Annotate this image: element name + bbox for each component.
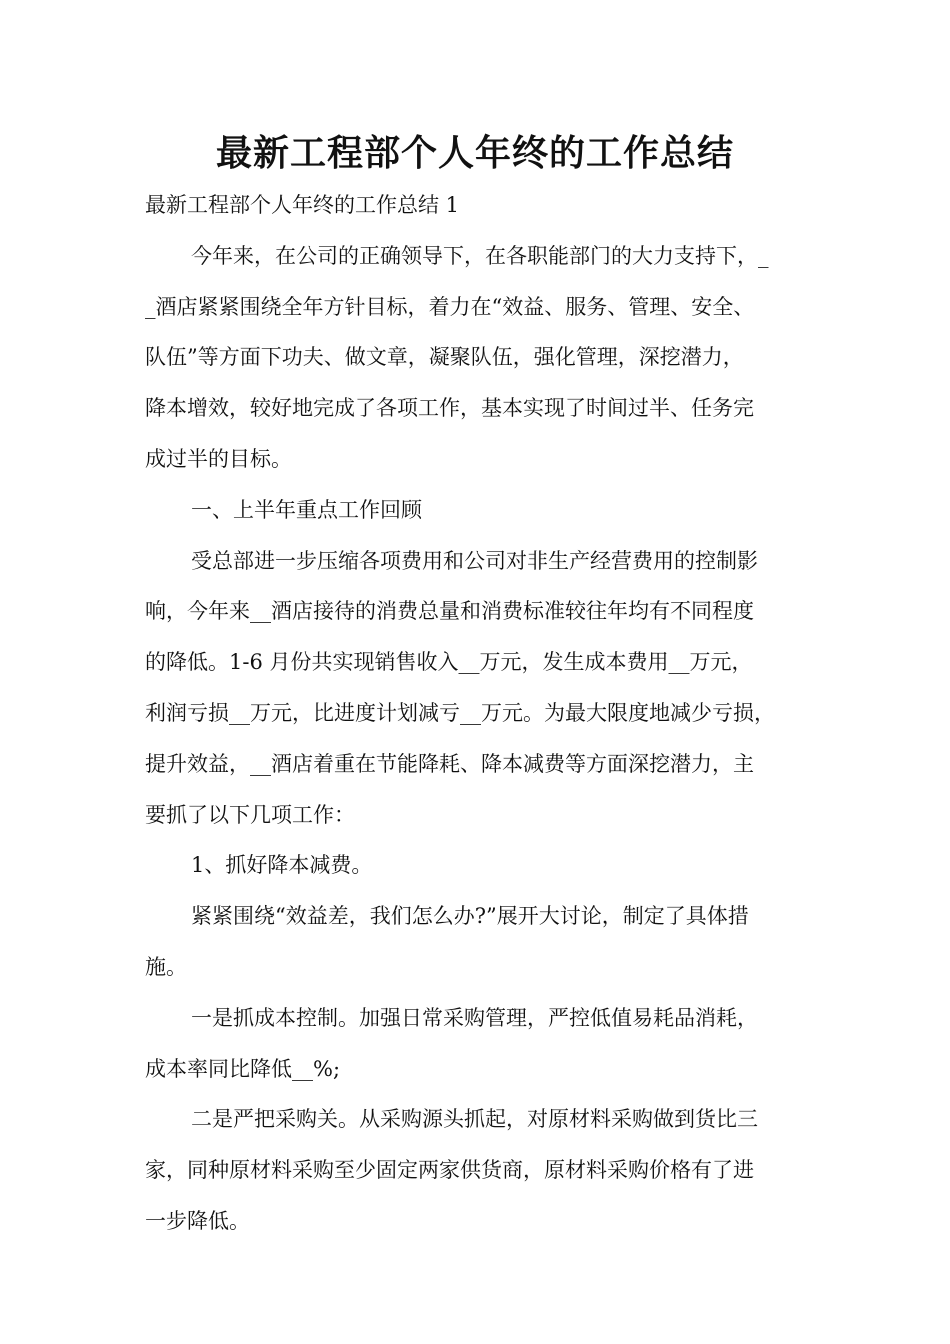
section-heading: 一、上半年重点工作回顾 xyxy=(191,497,422,522)
procurement-paragraph: 二是严把采购关。从采购源头抓起，对原材料采购做到货比三 家，同种原材料采购至少固定两家供货商，原材料采购价格有了进 一步降低。 xyxy=(145,1107,758,1233)
discussion-paragraph: 紧紧围绕“效益差，我们怎么办?”展开大讨论，制定了具体措 施。 xyxy=(145,904,749,979)
document-body xyxy=(145,180,815,1247)
document-subtitle: 最新工程部个人年终的工作总结 1 xyxy=(145,193,460,217)
intro-paragraph: 今年来，在公司的正确领导下，在各职能部门的大力支持下，_ _酒店紧紧围绕全年方针目标，着力在“效益、服务、管理、安全、 队伍”等方面下功夫、做文章，凝聚队伍，强化管理，深挖潜力， 降本增效，较好地完成了各项工作，基本实现了时间过半、任务完 成过半的目标。 xyxy=(145,243,769,471)
review-paragraph: 受总部进一步压缩各项费用和公司对非生产经营费用的控制影 响，今年来__酒店接待的消费总量和消费标准较往年均有不同程度 的降低。1-6 月份共实现销售收入__万元，发生成本费用__万元， 利润亏损__万元，比进度计划减亏__万元。为最大限度地减少亏损， 提升效益，__酒店着重在节能降耗、降本减费等方面深挖潜力，主 要抓了以下几项工作： xyxy=(145,548,775,827)
item-heading: 1、抓好降本减费。 xyxy=(191,853,373,878)
cost-control-paragraph: 一是抓成本控制。加强日常采购管理，严控低值易耗品消耗， 成本率同比降低__%; xyxy=(145,1005,758,1081)
document-title: 最新工程部个人年终的工作总结 xyxy=(215,133,734,174)
